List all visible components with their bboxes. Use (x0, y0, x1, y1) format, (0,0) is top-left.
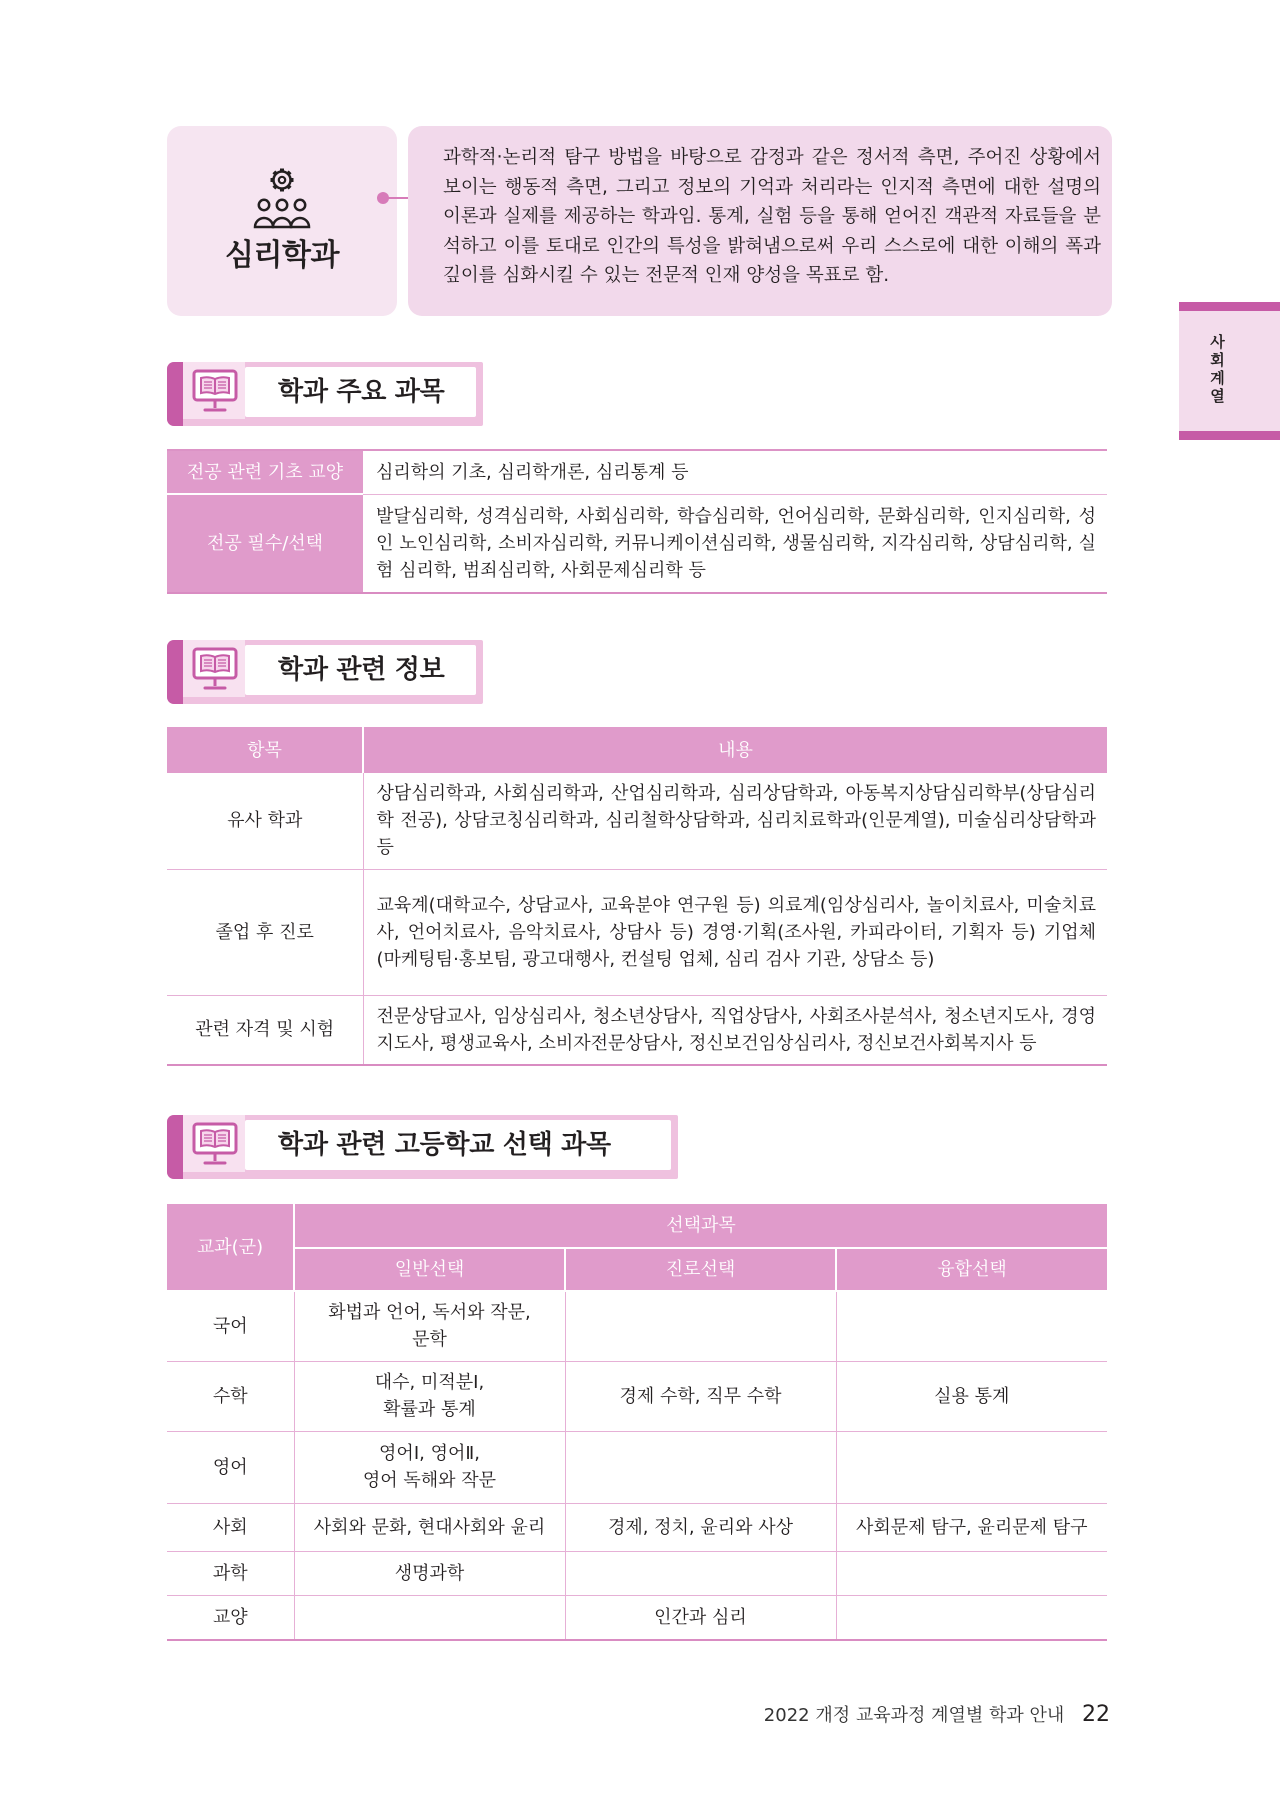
convergence-elective-cell (836, 1431, 1107, 1503)
section-header-high-school (167, 1115, 678, 1179)
cell-line: 실용 통계 (934, 1385, 1010, 1407)
career-elective-cell (565, 1595, 836, 1640)
cell-line: 영어Ⅰ, 영어Ⅱ, (379, 1443, 480, 1464)
row-value: 심리학의 기초, 심리학개론, 심리통계 등 (363, 450, 1107, 494)
row-label: 졸업 후 진로 (167, 869, 363, 995)
table-row (167, 1595, 1107, 1640)
cell-line: 사회와 문화, 현대사회와 윤리 (313, 1516, 546, 1538)
main-subjects-table (167, 449, 1107, 594)
side-tab-label: 사회계열 (1208, 334, 1226, 406)
section-header-strip (167, 1115, 183, 1179)
convergence-elective-cell (836, 1361, 1107, 1431)
general-elective-cell (294, 1291, 565, 1361)
cell-line: 인간과 심리 (654, 1606, 747, 1628)
side-tab-bottom-bar (1179, 431, 1280, 440)
career-elective-cell (565, 1551, 836, 1595)
row-label: 유사 학과 (167, 773, 363, 869)
gear-people-icon (250, 166, 314, 230)
convergence-elective-cell (836, 1595, 1107, 1640)
table-row (167, 1551, 1107, 1595)
connector-dot (377, 192, 389, 204)
column-header-content: 내용 (363, 727, 1107, 773)
cell-line: 화법과 언어, 독서와 작문, (328, 1302, 531, 1324)
career-elective-cell (565, 1431, 836, 1503)
table-row (167, 1361, 1107, 1431)
high-school-electives-table (167, 1204, 1107, 1641)
section-header-related-info (167, 640, 483, 704)
footer-book-title: 2022 개정 교육과정 계열별 학과 안내 (763, 1705, 1065, 1726)
column-header-career: 진로선택 (565, 1248, 836, 1291)
cell-line: 확률과 통계 (383, 1399, 476, 1420)
general-elective-cell (294, 1595, 565, 1640)
column-header-elective: 선택과목 (294, 1204, 1107, 1248)
subject-cell: 영어 (167, 1431, 294, 1503)
related-info-table (167, 727, 1107, 1066)
table-row (167, 773, 1107, 869)
convergence-elective-cell (836, 1551, 1107, 1595)
table-row (167, 1291, 1107, 1361)
subject-cell: 과학 (167, 1551, 294, 1595)
page-number: 22 (1082, 1702, 1110, 1727)
table-row (167, 1503, 1107, 1551)
department-name: 심리학과 (225, 238, 339, 273)
general-elective-cell (294, 1551, 565, 1595)
table-row (167, 1431, 1107, 1503)
side-tab (1179, 311, 1280, 431)
general-elective-cell (294, 1431, 565, 1503)
table-row (167, 869, 1107, 995)
section-title: 학과 관련 고등학교 선택 과목 (278, 1130, 611, 1160)
table-header-row (167, 1248, 1107, 1291)
career-elective-cell (565, 1503, 836, 1551)
section-title-box (245, 1120, 671, 1170)
section-icon-area (183, 362, 245, 419)
row-label: 관련 자격 및 시험 (167, 995, 363, 1065)
row-value: 상담심리학과, 사회심리학과, 산업심리학과, 심리상담학과, 아동복지상담심리학부(상담심리학 전공), 상담코칭심리학과, 심리철학상담학과, 심리치료학과(인문계열), 미술심리상담학과 등 (363, 773, 1107, 869)
section-header-main-subjects (167, 362, 483, 426)
subject-cell: 국어 (167, 1291, 294, 1361)
cell-line: 사회문제 탐구, 윤리문제 탐구 (855, 1516, 1088, 1538)
cell-line: 대수, 미적분Ⅰ, (374, 1372, 485, 1393)
cell-line: 경제 수학, 직무 수학 (619, 1385, 782, 1407)
department-description: 과학적·논리적 탐구 방법을 바탕으로 감정과 같은 정서적 측면, 주어진 상황에서 보이는 행동적 측면, 그리고 정보의 기억과 처리라는 인지적 측면에 대한 설명의 이론과 실제를 제공하는 학과임. 통계, 실험 등을 통해 얻어진 객관적 자료들을 분석하고 이를 토대로 인간의 특성을 밝혀냄으로써 우리 스스로에 대한 이해의 폭과 깊이를 심화시킬 수 있는 전문적 인재 양성을 목표로 함. (443, 147, 1101, 286)
column-header-convergence: 융합선택 (836, 1248, 1107, 1291)
subject-cell: 사회 (167, 1503, 294, 1551)
cell-line: 생명과학 (394, 1562, 465, 1584)
section-header-strip (167, 640, 183, 704)
subject-cell: 교양 (167, 1595, 294, 1640)
column-header-subject-group: 교과(군) (167, 1204, 294, 1291)
monitor-book-icon (191, 368, 239, 414)
table-row (167, 450, 1107, 494)
career-elective-cell (565, 1361, 836, 1431)
monitor-book-icon (191, 646, 239, 692)
row-label: 전공 필수/선택 (167, 494, 363, 593)
section-title: 학과 주요 과목 (278, 377, 445, 407)
cell-line: 영어 독해와 작문 (362, 1470, 497, 1491)
department-description-box (408, 126, 1112, 316)
page-footer (764, 1700, 1110, 1731)
section-title: 학과 관련 정보 (278, 655, 445, 685)
section-title-box (245, 367, 476, 417)
table-header-row (167, 1204, 1107, 1248)
section-header-strip (167, 362, 183, 426)
row-value: 전문상담교사, 임상심리사, 청소년상담사, 직업상담사, 사회조사분석사, 청소년지도사, 경영 지도사, 평생교육사, 소비자전문상담사, 정신보건임상심리사, 정신보건사회복지사 등 (376, 1005, 1096, 1054)
section-icon-area (183, 1115, 245, 1172)
table-row (167, 494, 1107, 593)
cell-line: 경제, 정치, 윤리와 사상 (607, 1516, 794, 1538)
monitor-book-icon (191, 1121, 239, 1167)
row-value: 교육계(대학교수, 상담교사, 교육분야 연구원 등) 의료계(임상심리사, 놀이치료사, 미술치료사, 언어치료사, 음악치료사, 상담사 등) 경영·기획(조사원, 카피라이터, 기획자 등) 기업체(마케팅팀·홍보팀, 광고대행사, 컨설팅 업체, 심리 검사 기관, 상담소 등) (363, 869, 1107, 995)
row-value: 발달심리학, 성격심리학, 사회심리학, 학습심리학, 언어심리학, 문화심리학, 인지심리학, 성인 노인심리학, 소비자심리학, 커뮤니케이션심리학, 생물심리학, 지각심리학, 상담심리학, 실험 심리학, 범죄심리학, 사회문제심리학 등 (376, 505, 1096, 581)
column-header-item: 항목 (167, 727, 363, 773)
row-label: 전공 관련 기초 교양 (167, 450, 363, 494)
section-icon-area (183, 640, 245, 697)
career-elective-cell (565, 1291, 836, 1361)
subject-cell: 수학 (167, 1361, 294, 1431)
convergence-elective-cell (836, 1291, 1107, 1361)
department-name-box (167, 126, 397, 316)
convergence-elective-cell (836, 1503, 1107, 1551)
general-elective-cell (294, 1361, 565, 1431)
side-tab-top-bar (1179, 302, 1280, 311)
table-row (167, 995, 1107, 1065)
general-elective-cell (294, 1503, 565, 1551)
cell-line: 문학 (412, 1329, 447, 1351)
section-title-box (245, 645, 476, 695)
column-header-general: 일반선택 (294, 1248, 565, 1291)
table-header-row (167, 727, 1107, 773)
